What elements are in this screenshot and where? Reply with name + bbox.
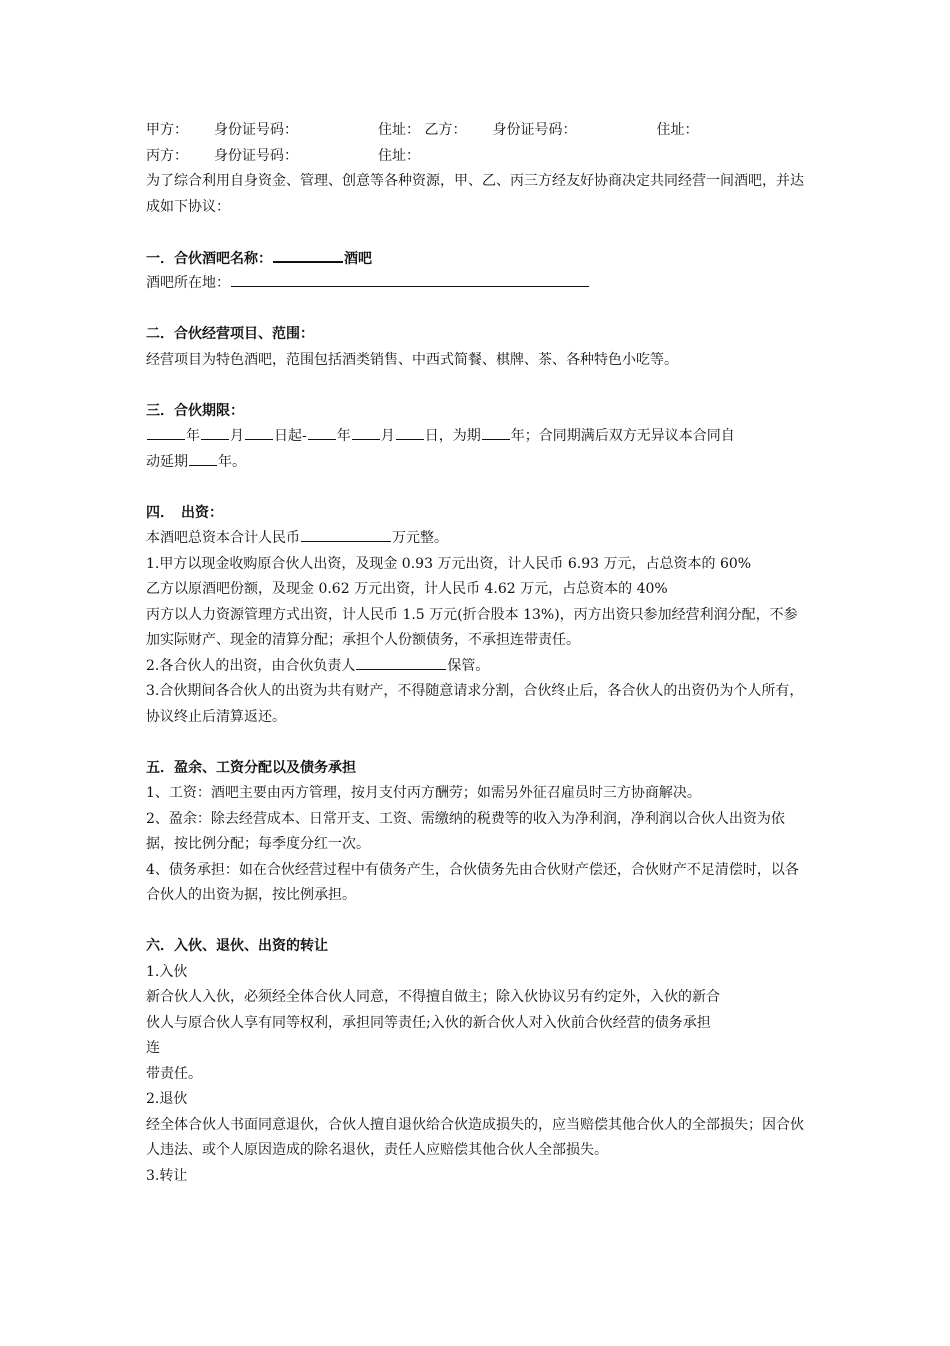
capital-row (146, 526, 810, 552)
term-text: 动延期 (146, 453, 188, 470)
party-role: 乙方： (424, 122, 467, 138)
profit-clause: 2、盈余：除去经营成本、日常开支、工资、需缴纳的税费等的收入为净利润，净利润以合伙人出资为依据，按比例分配；每季度分红一次。 (146, 810, 785, 852)
contribution-b: 乙方以原酒吧份额，及现金 0.62 万元出资，计人民币 4.62 万元，占总资本的 40% (146, 581, 668, 597)
admission-line-1: 新合伙人入伙，必须经全体合伙人同意，不得擅自做主；除入伙协议另有约定外，入伙的新合 (146, 989, 720, 1005)
admission-subtitle: 1.入伙 (146, 963, 188, 980)
term-text: 年；合同期满后双方无异议本合同自 (510, 428, 735, 444)
bar-location-blank (231, 271, 589, 287)
section-4-title: 四． 出资： (146, 504, 223, 521)
term-text: 日，为期 (424, 428, 481, 444)
party-row-c (146, 144, 420, 170)
party-row-b (424, 118, 698, 144)
section-3-title: 三．合伙期限： (146, 402, 244, 419)
bar-location-row (146, 271, 810, 297)
wage-clause: 1、工资：酒吧主要由丙方管理，按月支付丙方酬劳；如需另外征召雇员时三方协商解决。 (146, 785, 701, 801)
start-year-blank (147, 424, 185, 440)
section-1-title-text: 一．合伙酒吧名称： (146, 250, 272, 267)
bar-name-blank (273, 246, 343, 263)
term-text: 年 (336, 428, 351, 444)
custodian-row (146, 654, 810, 680)
term-years-blank (482, 424, 510, 440)
contribution-a: 1.甲方以现金收购原合伙人出资，及现金 0.93 万元出资，计人民币 6.93 万元，占总资本的 60% (146, 555, 752, 572)
capital-blank (301, 526, 391, 542)
party-row-a (146, 118, 420, 144)
start-day-blank (245, 424, 273, 440)
end-month-blank (352, 424, 380, 440)
term-text: 日起- (274, 428, 307, 444)
party-id-label: 身份证号码： (214, 147, 298, 164)
transfer-subtitle: 3.转让 (146, 1167, 188, 1184)
section-1-title (146, 246, 810, 272)
section-1-title-suffix: 酒吧 (344, 250, 372, 267)
withdrawal-subtitle: 2.退伙 (146, 1091, 188, 1107)
custodian-text: 保管。 (447, 657, 490, 674)
custodian-text: 2.各合伙人的出资，由合伙负责人 (146, 657, 356, 674)
party-id-label: 身份证号码： (214, 122, 298, 138)
admission-line-2: 伙人与原合伙人享有同等权利，承担同等责任;入伙的新合伙人对入伙前合伙经营的债务承担 (146, 1014, 711, 1031)
party-address-label: 住址： (378, 122, 420, 138)
custodian-blank (356, 654, 446, 670)
end-day-blank (396, 424, 424, 440)
section-5-title: 五．盈余、工资分配以及债务承担 (146, 759, 356, 776)
term-row (146, 424, 810, 450)
capital-text: 本酒吧总资本合计人民币 (146, 530, 300, 546)
party-role: 甲方： (146, 122, 188, 138)
end-year-blank (308, 424, 336, 440)
extension-years-blank (189, 450, 217, 466)
intro-paragraph: 为了综合利用自身资金、管理、创意等各种资源，甲、乙、丙三方经友好协商决定共同经营一间酒吧，并达成如下协议： (146, 173, 804, 215)
term-text: 月 (380, 428, 395, 444)
debt-clause: 4、债务承担：如在合伙经营过程中有债务产生，合伙债务先由合伙财产偿还，合伙财产不足清偿时，以各合伙人的出资为据，按比例承担。 (146, 861, 799, 903)
joint-property-clause: 3.合伙期间各合伙人的出资为共有财产，不得随意请求分割，合伙终止后，各合伙人的出资仍为个人所有，协议终止后清算返还。 (146, 683, 804, 725)
party-role: 丙方： (146, 147, 188, 164)
party-id-label: 身份证号码： (492, 122, 577, 138)
term-text: 年。 (218, 453, 246, 470)
section-2-body: 经营项目为特色酒吧，范围包括酒类销售、中西式简餐、棋牌、茶、各种特色小吃等。 (146, 351, 678, 368)
term-row-2 (146, 450, 810, 476)
party-address-label: 住址： (656, 122, 699, 138)
bar-location-label: 酒吧所在地： (146, 275, 230, 291)
section-6-title: 六．入伙、退伙、出资的转让 (146, 938, 328, 954)
admission-line-3: 连 (146, 1040, 160, 1056)
section-2-title: 二．合伙经营项目、范围： (146, 326, 314, 342)
capital-text: 万元整。 (392, 530, 448, 546)
start-month-blank (201, 424, 229, 440)
contribution-c: 丙方以人力资源管理方式出资，计人民币 1.5 万元(折合股本 13%)，丙方出资只参加经营利润分配，不参加实际财产、现金的清算分配；承担个人份额债务，不承担连带责任。 (146, 606, 798, 648)
contract-document (146, 118, 810, 1189)
term-text: 月 (230, 428, 244, 444)
term-text: 年 (186, 428, 200, 444)
admission-line-4: 带责任。 (146, 1065, 202, 1082)
withdrawal-clause: 经全体合伙人书面同意退伙，合伙人擅自退伙给合伙造成损失的，应当赔偿其他合伙人的全部损失；因合伙人违法、或个人原因造成的除名退伙，责任人应赔偿其他合伙人全部损失。 (146, 1116, 804, 1158)
party-address-label: 住址： (378, 147, 420, 164)
